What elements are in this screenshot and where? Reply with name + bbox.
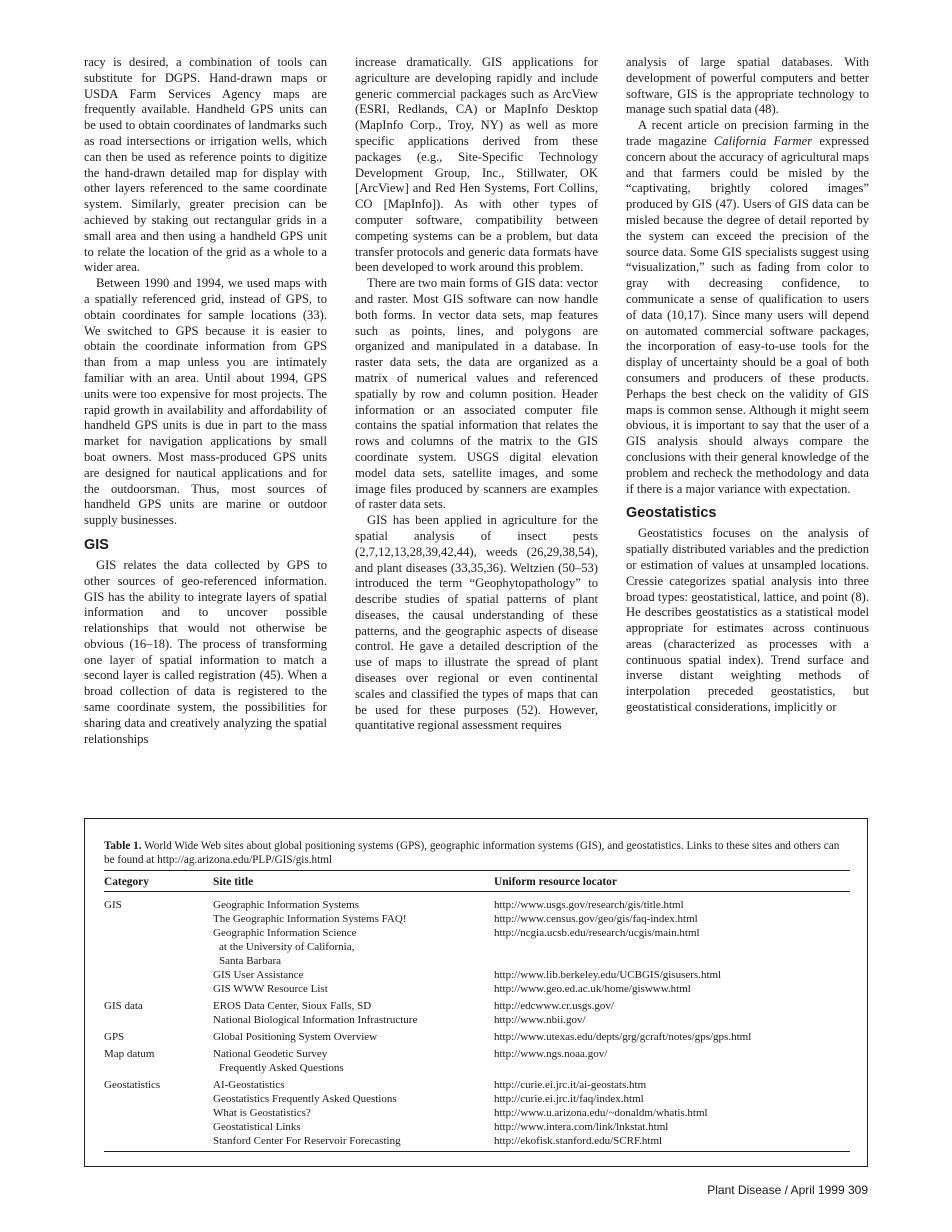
paragraph: Between 1990 and 1994, we used maps with a spatially referenced grid, instead of GPS, to obtain coordinates for sample locations (33). We switched to GPS because it is easier to obtain the coordinate information from GPS than from a map unless you are intimately familiar with an area. Until about 1994, GPS units were too expensive for most projects. The rapid growth in availability and affordability of handheld GPS units is due in part to the mass market for navigation applications by small boat owners. Most mass-produced GPS units are designed for nautical applications and for the outdoorsman. Thus, most sources of handheld GPS units are marine or outdoor supply businesses. <box>84 276 327 528</box>
paragraph: GIS has been applied in agriculture for the spatial analysis of insect pests (2,7,12,13,28,39,42,44), weeds (26,29,38,54), and plant diseases (33,35,36). Weltzien (50–53) introduced the term “Geophytopathology” to describe studies of spatial patterns of plant diseases, the causal understanding of these patterns, and the geographic aspects of disease control. He gave a detailed description of the use of maps to illustrate the spread of plant diseases over regional or even continental scales and classified the types of maps that can be used for these purposes (52). However, quantitative regional assessment requires <box>355 513 598 733</box>
text-run: expressed concern about the accuracy of agricultural maps and that farmers could be misled by the “captivating, brightly colored images” produced by GIS (47). Users of GIS data can be misled because the degree of detail reported by the system can exceed the precision of the source data. Some GIS specialists suggest using “visualization,” such as fading from color to gray with decreasing confidence, to communicate a sense of qualification to users of data (10,17). Since many users will depend on automated commercial software packages, the incorporation of easy-to-use tools for the display of uncertainty should be a goal of both consumers and producers of these products. Perhaps the best check on the validity of GIS maps is common sense. Although it might seem obvious, it is important to say that the user of a GIS analysis should always compare the conclusions with their general knowledge of the problem and recheck the methodology and data if there is a major variance with expectation. <box>626 133 870 496</box>
table-label: Table 1. <box>104 840 142 852</box>
site-cell <box>213 1078 488 1148</box>
paragraph: racy is desired, a combination of tools can substitute for DGPS. Hand-drawn maps or USDA Farm Services Agency maps are frequently available. Handheld GPS units can be used to obtain coordinates of landmarks such as road intersections or irrigation wells, which can then be used as reference points to digitize the hand-drawn detailed map for display with other layers referenced to the same coordinate system. Similarly, greater precision can be achieved by staking out rectangular grids in a small area and then using a handheld GPS unit to relate the location of the grid as a whole to a wider area. <box>84 55 327 275</box>
column-left <box>84 55 327 747</box>
url-cell <box>494 898 854 996</box>
url-link[interactable]: http://curie.ei.jrc.it/ai-geostats.htm <box>494 1079 647 1091</box>
table-row <box>104 898 850 996</box>
column-right <box>626 55 869 716</box>
site-title: EROS Data Center, Sioux Falls, SD <box>213 1000 372 1012</box>
paragraph <box>626 118 869 497</box>
url-link[interactable]: http://edcwww.cr.usgs.gov/ <box>494 1000 614 1012</box>
site-title: GIS WWW Resource List <box>213 983 328 995</box>
site-cell <box>213 999 488 1027</box>
column-header-site: Site title <box>213 876 254 888</box>
category-cell: Map datum <box>104 1048 155 1060</box>
site-title: Geostatistical Links <box>213 1121 301 1133</box>
spacer <box>494 940 854 954</box>
site-title: National Biological Information Infrastructure <box>213 1014 418 1026</box>
site-title: Stanford Center For Reservoir Forecasting <box>213 1135 401 1147</box>
section-heading-geostatistics: Geostatistics <box>626 505 717 522</box>
table-row <box>104 1078 850 1148</box>
page-footer: Plant Disease / April 1999 309 <box>707 1183 868 1197</box>
table-row <box>104 999 850 1027</box>
paragraph: GIS relates the data collected by GPS to other sources of geo-referenced information. GIS has the ability to integrate layers of spatial information and to uncover possible relationships that would not otherwise be obvious (16–18). The process of transforming one layer of spatial information to match a second layer is called registration (45). When a broad collection of data is registered to the same coordinate system, the possibilities for sharing data and creatively analyzing the spatial relationships <box>84 557 327 746</box>
url-link[interactable]: http://curie.ei.jrc.it/faq/index.html <box>494 1093 644 1105</box>
table-body <box>104 898 850 1151</box>
table-rule <box>104 891 850 892</box>
category-cell: GPS <box>104 1031 125 1043</box>
site-title: Frequently Asked Questions <box>219 1062 344 1074</box>
site-title: Global Positioning System Overview <box>213 1031 378 1043</box>
url-link[interactable]: http://www.ngs.noaa.gov/ <box>494 1048 608 1060</box>
url-link[interactable]: http://ekofisk.stanford.edu/SCRF.html <box>494 1135 663 1147</box>
section-heading-gis: GIS <box>84 536 109 553</box>
url-link[interactable]: http://www.nbii.gov/ <box>494 1014 586 1026</box>
category-cell: GIS <box>104 899 122 911</box>
url-cell <box>494 1030 854 1044</box>
site-title: Santa Barbara <box>219 955 281 967</box>
paragraph: analysis of large spatial databases. With development of powerful computers and better software, GIS is the appropriate technology to manage such spatial data (48). <box>626 55 869 117</box>
site-title: What is Geostatistics? <box>213 1107 311 1119</box>
site-cell <box>213 898 488 996</box>
url-link[interactable]: http://www.usgs.gov/research/gis/title.html <box>494 899 684 911</box>
site-title: The Geographic Information Systems FAQ! <box>213 913 407 925</box>
site-title: National Geodetic Survey <box>213 1048 328 1060</box>
url-link[interactable]: http://www.utexas.edu/depts/grg/gcraft/notes/gps/gps.html <box>494 1031 752 1043</box>
column-middle <box>355 55 598 734</box>
url-cell <box>494 1078 854 1148</box>
spacer <box>494 954 854 968</box>
category-cell: Geostatistics <box>104 1079 161 1091</box>
magazine-title: California Farmer <box>713 133 813 148</box>
column-header-category: Category <box>104 876 149 888</box>
table-rule <box>104 870 850 871</box>
url-link[interactable]: http://www.u.arizona.edu/~donaldm/whatis.html <box>494 1107 708 1119</box>
table-row <box>104 1047 850 1075</box>
column-header-url: Uniform resource locator <box>494 876 617 888</box>
category-cell: GIS data <box>104 1000 143 1012</box>
table-caption-text: World Wide Web sites about global positioning systems (GPS), geographic information systems (GIS), and geostatistics. Links to these sites and others can be found at http://ag.arizona.edu/PLP/GIS/gis.html <box>104 840 840 866</box>
paragraph: There are two main forms of GIS data: vector and raster. Most GIS software can now handle both forms. In vector data sets, map features such as points, lines, and polygons are organized and manipulated in a database. In raster data sets, the data are organized as a matrix of numerical values and referenced spatially by row and column position. Header information or an associated computer file contains the spatial information that relates the rows and columns of the matrix to the GIS coordinate system. USGS digital elevation model data sets, satellite images, and some image files produced by scanners are examples of raster data sets. <box>355 276 598 512</box>
table-1 <box>84 818 868 1167</box>
site-title: Geographic Information Systems <box>213 899 360 911</box>
table-caption <box>104 839 852 867</box>
site-title: Geographic Information Science <box>213 927 357 939</box>
url-link[interactable]: http://www.lib.berkeley.edu/UCBGIS/gisusers.html <box>494 969 722 981</box>
url-link[interactable]: http://www.geo.ed.ac.uk/home/giswww.html <box>494 983 691 995</box>
url-cell <box>494 999 854 1027</box>
url-cell <box>494 1047 854 1061</box>
site-title: at the University of California, <box>219 941 355 953</box>
table-row <box>104 1030 850 1044</box>
table-rule <box>104 1151 850 1152</box>
url-link[interactable]: http://www.census.gov/geo/gis/faq-index.html <box>494 913 698 925</box>
site-title: Geostatistics Frequently Asked Questions <box>213 1093 397 1105</box>
site-title: GIS User Assistance <box>213 969 304 981</box>
text-run: A recent article on precision farming in the trade magazine <box>626 118 869 148</box>
paragraph: increase dramatically. GIS applications for agriculture are developing rapidly and include generic commercial packages such as ArcView (ESRI, Redlands, CA) or MapInfo Desktop (MapInfo Corp., Troy, NY) as well as more specific applications derived from these packages (e.g., Site-Specific Technology Development Group, Inc., Stillwater, OK [ArcView] and Red Hen Systems, Fort Collins, CO [MapInfo]). As with other types of computer software, compatibility between competing systems can be a problem, but data transfer protocols and generic data formats have been developed to work around this problem. <box>355 55 598 275</box>
paragraph: Geostatistics focuses on the analysis of spatially distributed variables and the prediction or estimation of values at unsampled locations. Cressie categorizes spatial analysis into three broad types: geostatistical, lattice, and point (8). He describes geostatistics as a statistical model appropriate for estimates across continuous areas (characterized as processes with a continuous spatial index). Trend surface and inverse distant weighting methods of interpolation preceded geostatistics, but geostatistical considerations, implicitly or <box>626 526 869 715</box>
site-cell <box>213 1047 488 1075</box>
site-cell <box>213 1030 488 1044</box>
url-link[interactable]: http://ncgia.ucsb.edu/research/ucgis/main.html <box>494 927 700 939</box>
url-link[interactable]: http://www.intera.com/link/lnkstat.html <box>494 1121 669 1133</box>
site-title: AI-Geostatistics <box>213 1079 285 1091</box>
